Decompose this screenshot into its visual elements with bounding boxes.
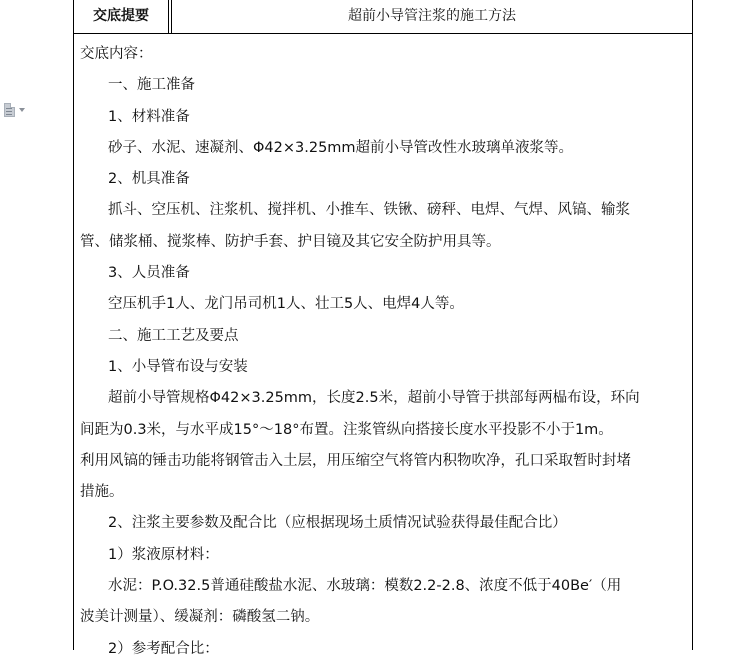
document-title: 超前小导管注浆的施工方法 xyxy=(348,8,516,24)
item-heading: 2）参考配合比： xyxy=(108,640,219,657)
section-heading: 二、施工工艺及要点 xyxy=(108,327,239,344)
paragraph-line: 水泥：P.O.32.5普通硅酸盐水泥、水玻璃：模数2.2-2.8、浓度不低于40Be′（用 xyxy=(108,578,622,595)
paragraph-line: 管、储浆桶、搅浆棒、防护手套、护目镜及其它安全防护用具等。 xyxy=(80,233,501,250)
subsection-heading: 1、小导管布设与安装 xyxy=(108,358,248,375)
paragraph: 空压机手1人、龙门吊司机1人、壮工5人、电焊4人等。 xyxy=(108,296,464,313)
subsection-heading: 1、材料准备 xyxy=(108,108,190,125)
disclosure-content xyxy=(80,39,686,665)
icon-line xyxy=(6,114,12,115)
paragraph-line: 抓斗、空压机、注浆机、搅拌机、小推车、铁锹、磅秤、电焊、气焊、风镐、输浆 xyxy=(108,202,630,219)
document-icon[interactable] xyxy=(4,103,26,119)
paragraph-line: 利用风镐的锤击功能将钢管击入土层，用压缩空气将管内积物吹净，孔口采取暂时封堵 xyxy=(80,452,631,469)
summary-label: 交底提要 xyxy=(74,0,169,33)
item-heading: 1）浆液原材料： xyxy=(108,546,219,563)
disclosure-table xyxy=(73,0,693,657)
content-intro: 交底内容： xyxy=(80,46,153,62)
table-header-row xyxy=(74,0,692,34)
subsection-heading: 2、注浆主要参数及配合比（应根据现场土质情况试验获得最佳配合比） xyxy=(108,515,567,532)
section-heading: 一、施工准备 xyxy=(108,77,195,94)
paragraph-line: 超前小导管规格Φ42×3.25mm，长度2.5米，超前小导管于拱部每两榀布设，环向 xyxy=(108,390,640,407)
paragraph: 砂子、水泥、速凝剂、Φ42×3.25mm超前小导管改性水玻璃单液浆等。 xyxy=(108,139,574,156)
subsection-heading: 2、机具准备 xyxy=(108,171,190,188)
paragraph-line: 措施。 xyxy=(80,484,124,501)
paragraph-line: 波美计测量）、缓凝剂：磷酸氢二钠。 xyxy=(80,609,320,626)
chevron-down-icon xyxy=(19,108,25,112)
icon-line xyxy=(6,108,12,109)
subsection-heading: 3、人员准备 xyxy=(108,265,190,282)
icon-line xyxy=(6,111,12,112)
paragraph-line: 间距为0.3米，与水平成15°～18°布置。注浆管纵向搭接长度水平投影不小于1m。 xyxy=(80,421,613,438)
